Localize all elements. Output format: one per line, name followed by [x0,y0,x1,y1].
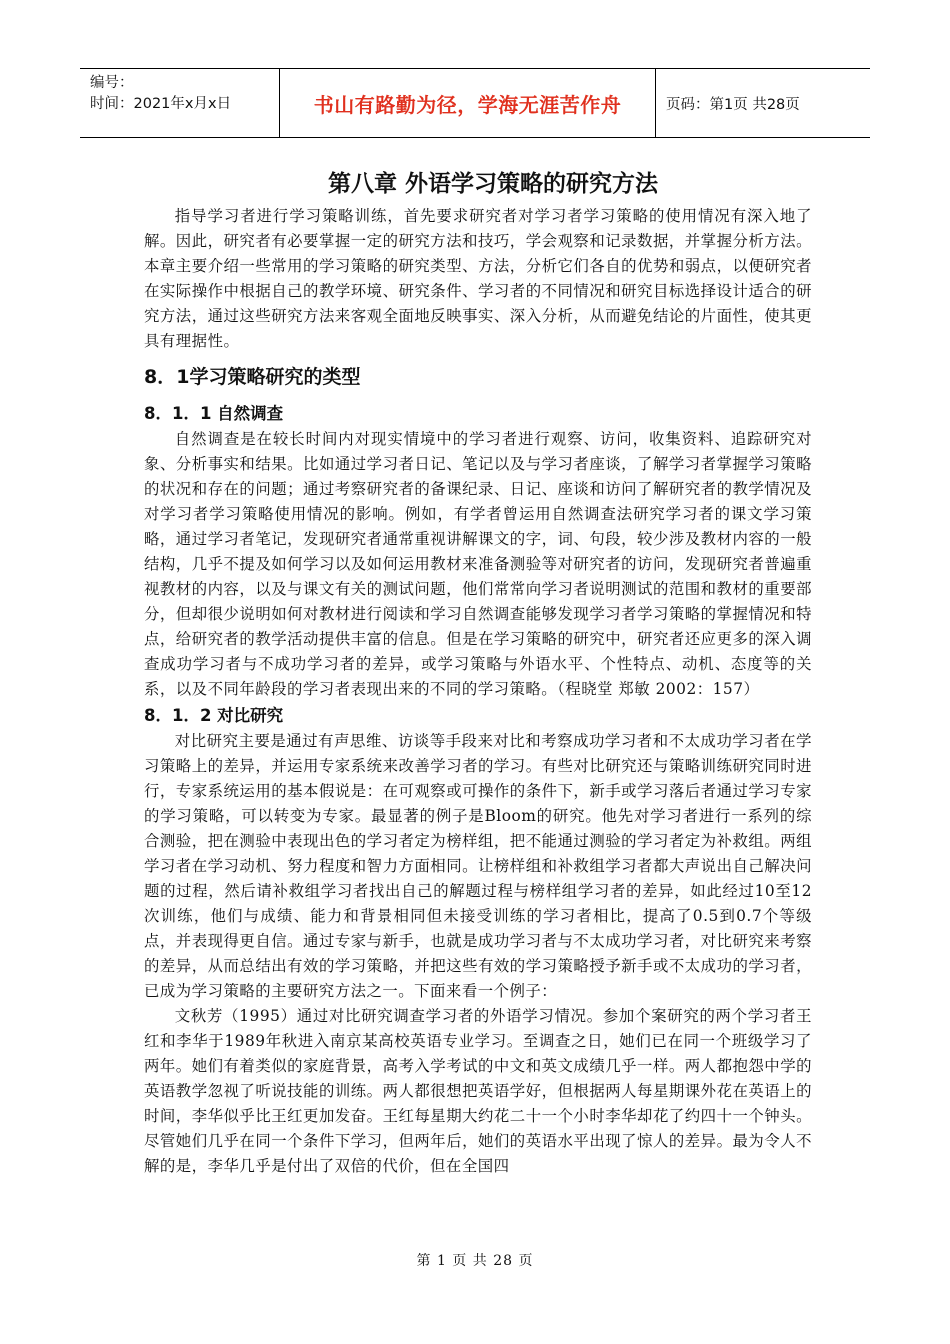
number-label: 编号： [90,75,134,91]
header-meta [80,69,280,137]
header-motto: 书山有路勤为径，学海无涯苦作舟 [313,92,622,117]
section-heading: 8．1学习策略研究的类型 [144,366,361,388]
example-paragraph: 文秋芳（1995）通过对比研究调查学习者的外语学习情况。参加个案研究的两个学习者王红和李华于1989年秋进入南京某高校英语专业学习。至调查之日，她们已在同一个班级学习了两年。她们有着类似的家庭背景，高考入学考试的中文和英文成绩几乎一样。两人都抱怨中学的英语教学忽视了听说技能的训练。两人都很想把英语学好，但根据两人每星期课外花在英语上的时间，李华似乎比王红更加发奋。王红每星期大约花二十一个小时李华却花了约四十一个钟头。尽管她们几乎在同一个条件下学习，但两年后，她们的英语水平出现了惊人的差异。最为令人不解的是，李华几乎是付出了双倍的代价，但在全国四 [144,1007,812,1175]
intro-paragraph: 指导学习者进行学习策略训练，首先要求研究者对学习者学习策略的使用情况有深入地了解。因此，研究者有必要掌握一定的研究方法和技巧，学会观察和记录数据，并掌握分析方法。本章主要介绍一些常用的学习策略的研究类型、方法，分析它们各自的优势和弱点，以便研究者在实际操作中根据自己的教学环境、研究条件、学习者的不同情况和研究目标选择设计适合的研究方法，通过这些研究方法来客观全面地反映事实、深入分析，从而避免结论的片面性，使其更具有理据性。 [144,207,812,350]
chapter-title: 第八章 外语学习策略的研究方法 [327,171,658,197]
header-motto-cell [280,69,656,137]
natural-survey-paragraph: 自然调查是在较长时间内对现实情境中的学习者进行观察、访问，收集资料、追踪研究对象、分析事实和结果。比如通过学习者日记、笔记以及与学习者座谈，了解学习者掌握学习策略的状况和存在的问题；通过考察研究者的备课纪录、日记、座谈和访问了解研究者的教学情况及对学习者学习策略使用情况的影响。例如，有学者曾运用自然调查法研究学习者的课文学习策略，通过学习者笔记，发现研究者通常重视讲解课文的字，词、句段，较少涉及教材内容的一般结构，几乎不提及如何学习以及如何运用教材来准备测验等对研究者的访问，发现研究者普遍重视教材的内容，以及与课文有关的测试问题，他们常常向学习者说明测试的范围和教材的重要部分，但却很少说明如何对教材进行阅读和学习自然调查能够发现学习者学习策略的掌握情况和特点，给研究者的教学活动提供丰富的信息。但是在学习策略的研究中，研究者还应更多的深入调查成功学习者与不成功学习者的差异，或学习策略与外语水平、个性特点、动机、态度等的关系，以及不同年龄段的学习者表现出来的不同的学习策略。（程晓堂 郑敏 2002：157） [144,430,812,698]
header-page-cell [656,69,870,137]
subsection-heading-natural-survey: 8．1．1 自然调查 [144,404,284,423]
page-header [80,68,870,138]
page-footer: 第 1 页 共 28 页 [416,1253,534,1269]
document-body [144,164,812,1179]
subsection-heading-comparative-study: 8．1．2 对比研究 [144,706,284,725]
page-indicator: 页码：第1页 共28页 [666,96,800,113]
date-label: 时间：2021年x月x日 [90,96,232,112]
comparative-study-paragraph: 对比研究主要是通过有声思维、访谈等手段来对比和考察成功学习者和不太成功学习者在学习策略上的差异，并运用专家系统来改善学习者的学习。有些对比研究还与策略训练研究同时进行，专家系统运用的基本假说是：在可观察或可操作的条件下，新手或学习落后者通过学习专家的学习策略，可以转变为专家。最显著的例子是Bloom的研究。他先对学习者进行一系列的综合测验，把在测验中表现出色的学习者定为榜样组，把不能通过测验的学习者定为补救组。两组学习者在学习动机、努力程度和智力方面相同。让榜样组和补救组学习者都大声说出自己解决问题的过程，然后请补救组学习者找出自己的解题过程与榜样组学习者的差异，如此经过10至12次训练，他们与成绩、能力和背景相同但未接受训练的学习者相比，提高了0.5到0.7个等级点，并表现得更自信。通过专家与新手，也就是成功学习者与不太成功学习者，对比研究来考察的差异，从而总结出有效的学习策略，并把这些有效的学习策略授予新手或不太成功的学习者，已成为学习策略的主要研究方法之一。下面来看一个例子： [144,732,812,1000]
